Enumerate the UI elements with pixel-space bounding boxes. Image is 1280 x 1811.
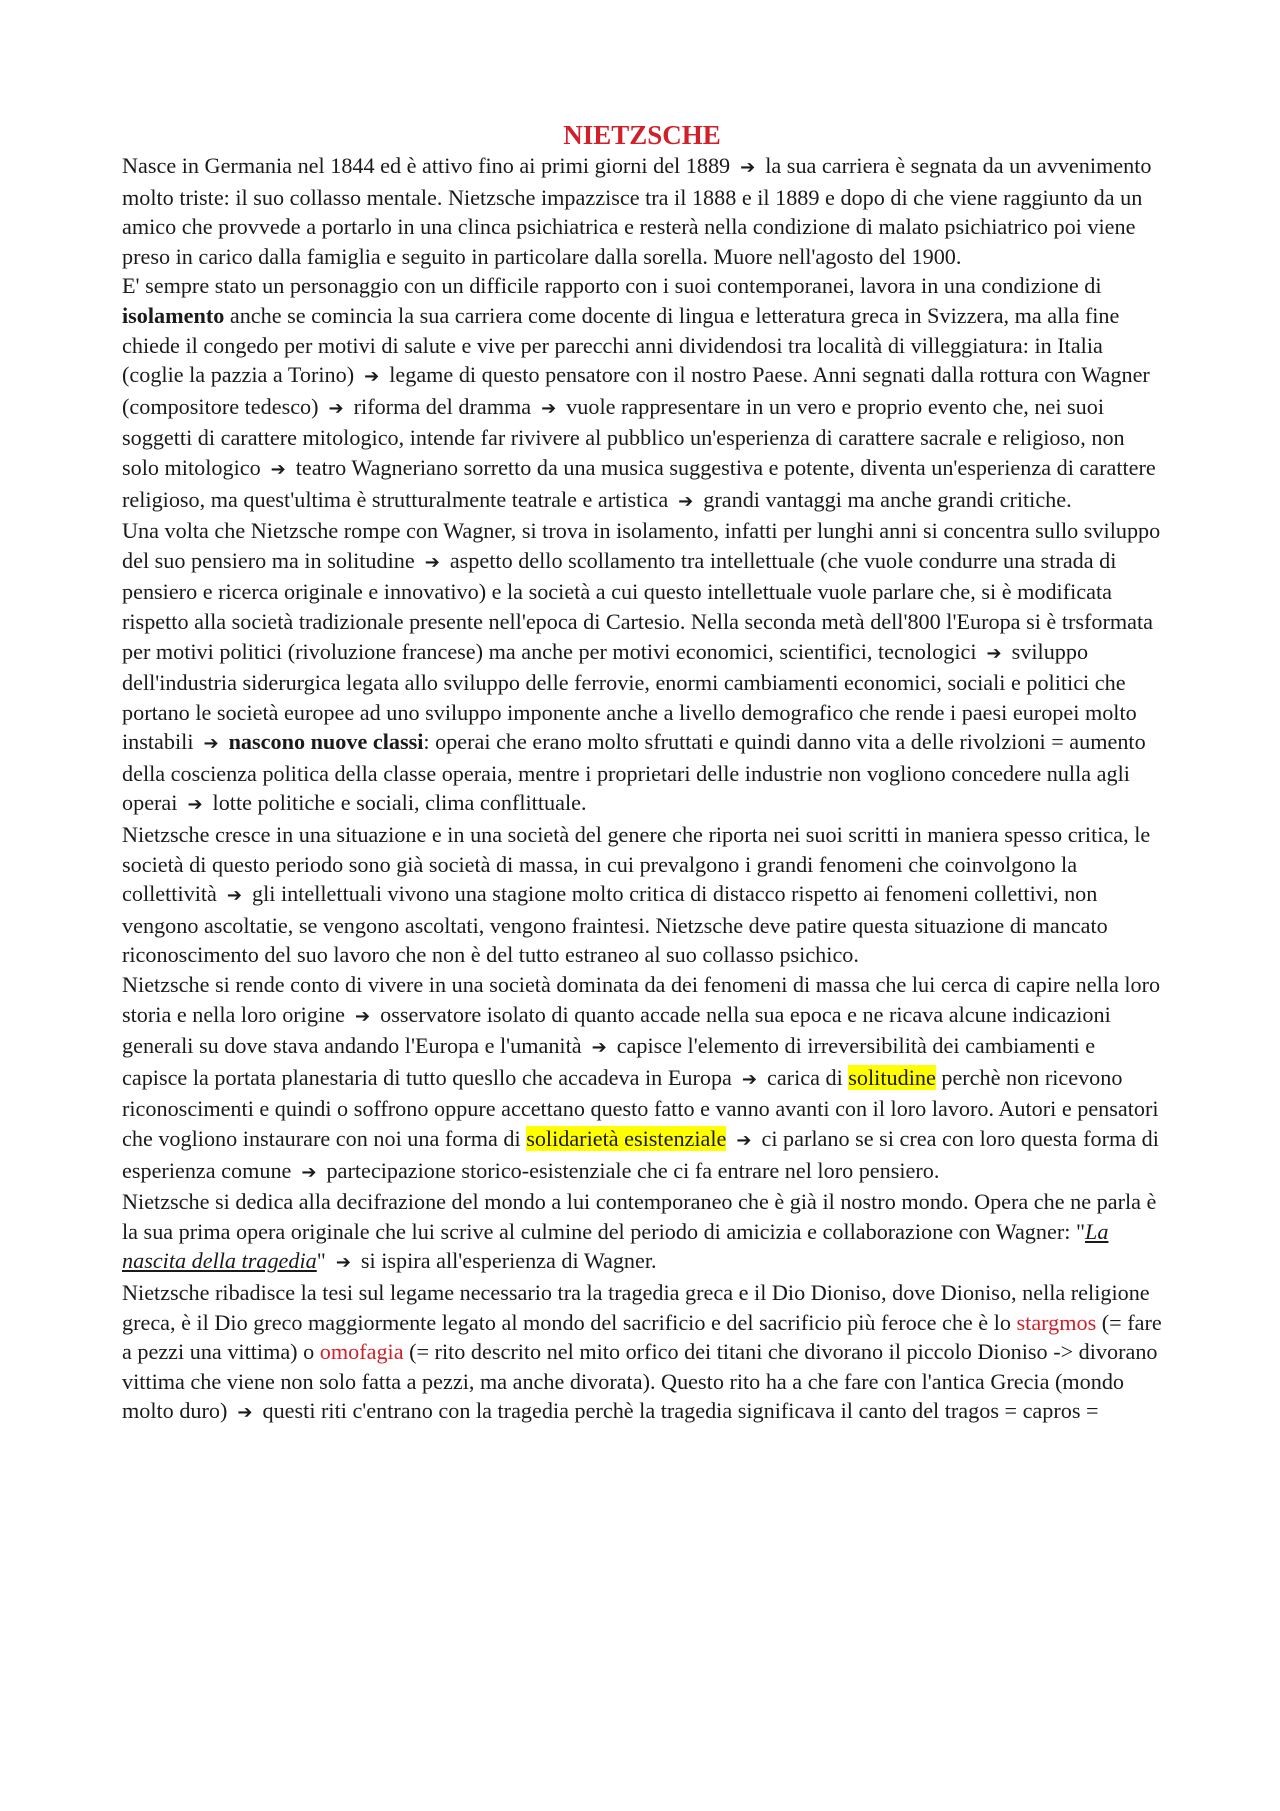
text-segment: aspetto dello scollamento tra intellettuale (che vuole condurre una strada di pensiero e ricerca originale e innovativo) e la società a cui questo intellettuale vuole parlare che, si è modificata rispetto alla società tradizionale presente nell'epoca di Cartesio. Nella seconda metà dell'800 l'Europa si è trsformata per motivi politici (rivoluzione francese) ma anche per motivi economici, scientifici, tecnologici [122,547,1153,664]
paragraph-isolation [122,271,1162,516]
arrow-icon: ➔ [203,733,219,755]
text-segment: capisce l'elemento di irreversibilità dei cambiamenti e capisce la portata planestaria di tutto quesllo che accadeva in Europa [122,1033,1096,1090]
text-segment: Nietzsche si dedica alla decifrazione del mondo a lui contemporaneo che è già il nostro mondo. Opera che ne parla è la sua prima opera originale che lui scrive al culmine del periodo di amicizia e collaborazione con Wagner: " [122,1189,1157,1244]
text-segment: ci parlano se si crea con loro questa forma di esperienza comune [122,1126,1159,1183]
text-segment: partecipazione storico-esistenziale che ci fa entrare nel loro pensiero. [326,1157,940,1183]
text-segment: vuole rappresentare in un vero e proprio evento che, nei suoi soggetti di carattere mitologico, intende far rivivere al pubblico un'esperienza di carattere sacrale e religioso, non solo mitologico [122,393,1125,480]
text-segment: Nietzsche cresce in una situazione e in una società del genere che riporta nei suoi scritti in maniera spesso critica, le società di questo periodo sono già società di massa, in cui prevalgono i grandi fenomeni che coinvolgono la collettività [122,822,1151,907]
arrow-icon: ➔ [187,794,203,816]
text-segment: questi riti c'entrano con la tragedia perchè la tragedia significava il canto del tragos = capros = [262,1398,1099,1424]
arrow-icon: ➔ [741,1068,757,1090]
paragraph-birth-of-tragedy [122,1187,1162,1278]
arrow-icon: ➔ [591,1037,607,1059]
text-segment: Una volta che Nietzsche rompe con Wagner, si trova in isolamento, infatti per lunghi anni si concentra sullo sviluppo del suo pensiero ma in solitudine [122,518,1161,573]
page-title: NIETZSCHE [563,120,721,150]
text-segment: Nietzsche si rende conto di vivere in una società dominata da dei fenomeni di massa che lui cerca di capire nella loro storia e nella loro origine [122,972,1161,1027]
red-term: stargmos [1016,1309,1097,1335]
text-segment: : operai che erano molto sfruttati e quindi danno vita a delle rivolzioni = aumento della coscienza politica della classe operaia, mentre i proprietari delle industrie non vogliono concedere nulla agli operai [122,729,1146,816]
arrow-icon: ➔ [364,366,380,388]
arrow-icon: ➔ [740,157,756,178]
red-term: omofagia [319,1339,404,1365]
bold-term: isolamento [122,302,225,328]
text-segment: Nietzsche ribadisce la tesi sul legame necessario tra la tragedia greca e il Dio Dioniso, dove Dioniso, nella religione greca, è il Dio greco maggiormente legato al mondo del sacrificio e del sacrificio più feroce che è lo [122,1279,1150,1335]
text-segment: sviluppo dell'industria siderurgica legata allo sviluppo delle ferrovie, enormi cambiamenti economici, sociali e politici che portano le società europee ad uno sviluppo imponente anche a livello demografico che rende i paesi europei molto instabili [122,638,1137,755]
arrow-icon: ➔ [237,1402,253,1424]
arrow-icon: ➔ [335,1252,351,1274]
text-segment: perchè non ricevono riconoscimenti e quindi o soffrono oppure accettano questo fatto e vanno avanti con il loro lavoro. Autori e pensatori che vogliono instaurare con noi una forma di [122,1064,1159,1151]
text-segment: la sua carriera è segnata da un avvenimento molto triste: il suo collasso mentale. Nietzsche impazzisce tra il 1888 e il 1889 e dopo di che viene raggiunto da un amico che provvede a portarlo in una clinca psichiatrica e resterà nella condizione di malato psichiatrico poi viene preso in carico dalla famiglia e seguito in particolare dalla sorella. Muore nell'agosto del 1900. [122,153,1152,269]
arrow-icon: ➔ [226,885,242,907]
arrow-icon: ➔ [541,397,557,419]
text-segment: " [316,1248,326,1274]
text-segment: anche se comincia la sua carriera come docente di lingua e letteratura greca in Svizzera, ma alla fine chiede il congedo per motivi di salute e vive per parecchi anni dividendosi tra località di villeggiatura: in Italia (coglie la pazzia a Torino) [122,302,1120,388]
text-segment: riforma del dramma [353,393,532,419]
bold-term: nascono nuove classi [228,729,424,755]
text-segment: grandi vantaggi ma anche grandi critiche. [703,486,1072,512]
highlighted-term: solidarietà esistenziale [526,1126,727,1151]
arrow-icon: ➔ [424,551,440,573]
text-segment: legame di questo pensatore con il nostro Paese. Anni segnati dalla rottura con Wagner (compositore tedesco) [122,362,1150,419]
arrow-icon: ➔ [301,1161,317,1183]
arrow-icon: ➔ [355,1005,371,1027]
text-segment: si ispira all'esperienza di Wagner. [360,1248,657,1274]
text-segment: Nasce in Germania nel 1844 ed è attivo fino ai primi giorni del 1889 [122,153,731,178]
paragraph-wagner-break [122,516,1162,820]
text-segment: teatro Wagneriano sorretto da una musica suggestiva e potente, diventa un'esperienza di carattere religioso, ma quest'ultima è strutturalmente teatrale e artistica [122,454,1156,512]
text-segment: lotte politiche e sociali, clima conflittuale. [212,790,587,816]
arrow-icon: ➔ [986,642,1002,664]
arrow-icon: ➔ [328,397,344,419]
text-segment: carica di [766,1064,843,1090]
text-segment: (= fare a pezzi una vittima) o [122,1309,1162,1365]
text-segment: osservatore isolato di quanto accade nella sua epoca e ne ricava alcune indicazioni generali su dove stava andando l'Europa e l'umanità [122,1001,1111,1059]
work-title: La nascita della tragedia [122,1218,1109,1274]
paragraph-biography [122,151,1162,271]
paragraph-mass-society [122,820,1162,970]
document-page [122,120,1162,1428]
text-segment: E' sempre stato un personaggio con un difficile rapporto con i suoi contemporanei, lavora in una condizione di [122,273,1102,299]
highlighted-term: solitudine [848,1064,936,1090]
paragraph-dionysus [122,1278,1162,1428]
arrow-icon: ➔ [270,458,286,480]
paragraph-solitude [122,970,1162,1187]
text-segment: gli intellettuali vivono una stagione molto critica di distacco rispetto ai fenomeni collettivi, non vengono ascoltatie, se vengono ascoltati, vengono fraintesi. Nietzsche deve patire questa situazione di mancato riconoscimento del suo lavoro che non è del tutto estraneo al suo collasso psichico. [122,881,1108,968]
arrow-icon: ➔ [736,1130,752,1151]
text-segment: (= rito descrito nel mito orfico dei titani che divorano il piccolo Dioniso -> divorano vittima che viene non solo fatta a pezzi, ma anche divorata). Questo rito ha a che fare con l'antica Grecia (mondo molto duro) [122,1339,1158,1424]
arrow-icon: ➔ [678,490,694,512]
